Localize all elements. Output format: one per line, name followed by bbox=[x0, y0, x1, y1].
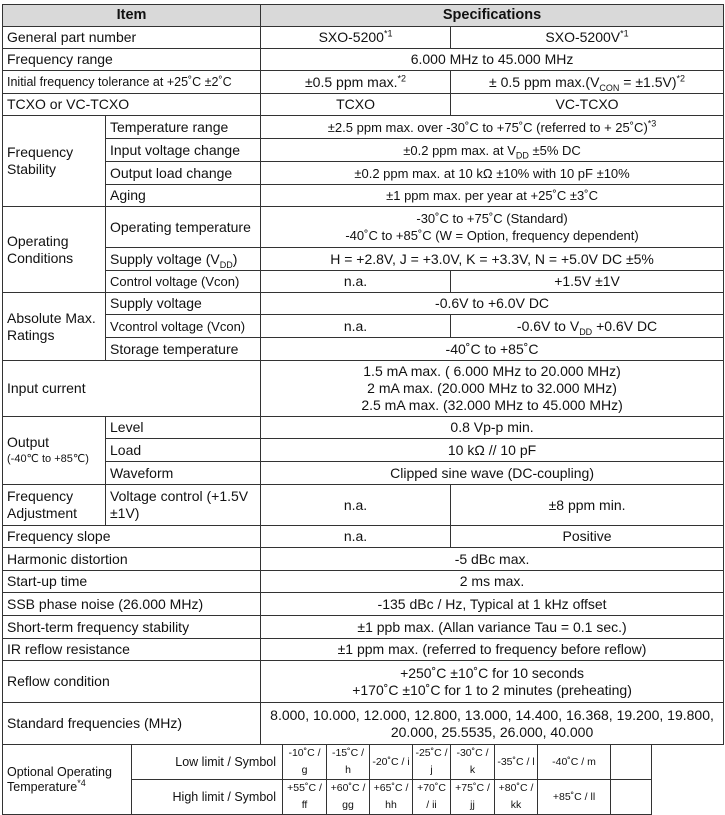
startup-time-value: 2 ms max. bbox=[261, 571, 724, 593]
initial-tolerance-vctcxo: ± 0.5 ppm $\max.(V_{CON} = \pm 1.5V)^{*2}$ bbox=[451, 71, 724, 94]
part-number-1: SXO-5200$^{*1}$ bbox=[261, 27, 451, 49]
input-current-value: 1.5 mA max. ( 6.000 MHz to 20.000 MHz) 2 mA max. (20.000 MHz to 32.000 MHz) 2.5 mA max. (32.000 MHz to 45.000 MHz) bbox=[261, 361, 724, 417]
harmonic-distortion-value: -5 dBc max. bbox=[261, 548, 724, 571]
ssb-phase-noise-value: -135 dBc / Hz, Typical at 1 kHz offset bbox=[261, 593, 724, 616]
voltage-control-label: Voltage control (+1.5V ±1V) bbox=[106, 485, 261, 526]
abs-supply-voltage-label: Supply voltage bbox=[106, 293, 261, 315]
input-current-label: Input current bbox=[3, 361, 261, 417]
input-voltage-change-value: ±0.2 ppm max. at $V_{DD} \pm 5\%$ DC bbox=[261, 139, 724, 162]
frequency-range-label: Frequency range bbox=[3, 49, 261, 71]
initial-tolerance-tcxo: ±0.5 ppm max.$^{*2}$ bbox=[261, 71, 451, 94]
spec-sheet bbox=[2, 4, 724, 815]
harmonic-distortion-label: Harmonic distortion bbox=[3, 548, 261, 571]
specifications-table bbox=[2, 4, 724, 815]
low-limit-cell: -40˚C / m bbox=[538, 745, 611, 780]
optional-temperature-group: Optional Operating Temperature$^{*4}$ bbox=[3, 745, 132, 815]
waveform-label: Waveform bbox=[106, 462, 261, 485]
output-load-change-value: ±0.2 ppm max. at 10 kΩ ±10% with 10 pF ±10% bbox=[261, 162, 724, 185]
tcxo-label: TCXO or VC-TCXO bbox=[3, 94, 261, 116]
high-limit-cell: +80˚C / kk bbox=[495, 780, 538, 815]
operating-conditions-group: Operating Conditions bbox=[3, 207, 106, 293]
operating-temperature-value: -30˚C to +75˚C (Standard) -40˚C to +85˚C (W = Option, frequency dependent) bbox=[261, 207, 724, 248]
vcontrol-voltage-label: Vcontrol voltage (Vcon) bbox=[106, 315, 261, 338]
aging-value: ±1 ppm max. per year at +25˚C ±3˚C bbox=[261, 185, 724, 207]
initial-tolerance-label: Initial frequency tolerance at +25˚C ±2˚C bbox=[3, 71, 261, 94]
high-limit-cell: +60˚C / gg bbox=[327, 780, 370, 815]
level-label: Level bbox=[106, 417, 261, 439]
frequency-range-value: 6.000 MHz to 45.000 MHz bbox=[261, 49, 724, 71]
ir-reflow-label: IR reflow resistance bbox=[3, 639, 261, 661]
voltage-control-vctcxo: ±8 ppm min. bbox=[451, 485, 724, 526]
vcontrol-voltage-tcxo: n.a. bbox=[261, 315, 451, 338]
short-term-stability-label: Short-term frequency stability bbox=[3, 616, 261, 639]
vctcxo-value: VC-TCXO bbox=[451, 94, 724, 116]
waveform-value: Clipped sine wave (DC-coupling) bbox=[261, 462, 724, 485]
low-limit-cell: -15˚C / h bbox=[327, 745, 370, 780]
part-number-2: SXO-$5200V^{*1}$ bbox=[451, 27, 724, 49]
high-limit-cell: +55˚C / ff bbox=[283, 780, 327, 815]
reflow-condition-label: Reflow condition bbox=[3, 661, 261, 703]
low-limit-cell: -25˚C / j bbox=[413, 745, 451, 780]
operating-temperature-label: Operating temperature bbox=[106, 207, 261, 248]
high-limit-cell: +75˚C / jj bbox=[451, 780, 495, 815]
high-limit-label: High limit / Symbol bbox=[132, 780, 283, 815]
output-group: Output (-40℃ to +85℃) bbox=[3, 417, 106, 485]
control-voltage-tcxo: n.a. bbox=[261, 271, 451, 293]
high-limit-cell: +65˚C / hh bbox=[370, 780, 413, 815]
frequency-slope-label: Frequency slope bbox=[3, 526, 261, 548]
low-limit-cell: -35˚C / l bbox=[495, 745, 538, 780]
high-limit-cell: +70˚C / ii bbox=[413, 780, 451, 815]
load-label: Load bbox=[106, 439, 261, 462]
standard-frequencies-label: Standard frequencies (MHz) bbox=[3, 703, 261, 745]
supply-voltage-value: H = +2.8V, J = +3.0V, K = +3.3V, N = +5.0V DC ±5% bbox=[261, 248, 724, 271]
aging-label: Aging bbox=[106, 185, 261, 207]
low-limit-cell: -20˚C / i bbox=[370, 745, 413, 780]
temperature-range-value: ±2.5 ppm max. over -30˚C to +75˚C (referred to + 25˚C)$^{*3}$ bbox=[261, 116, 724, 139]
low-limit-cell: -10˚C / g bbox=[283, 745, 327, 780]
short-term-stability-value: ±1 ppb max. (Allan variance Tau = 0.1 sec.) bbox=[261, 616, 724, 639]
low-limit-label: Low limit / Symbol bbox=[132, 745, 283, 780]
load-value: 10 kΩ // 10 pF bbox=[261, 439, 724, 462]
output-load-change-label: Output load change bbox=[106, 162, 261, 185]
absolute-max-ratings-group: Absolute Max. Ratings bbox=[3, 293, 106, 361]
item-header: Item bbox=[3, 5, 261, 27]
voltage-control-tcxo: n.a. bbox=[261, 485, 451, 526]
storage-temperature-label: Storage temperature bbox=[106, 338, 261, 361]
specifications-header: Specifications bbox=[261, 5, 724, 27]
temperature-range-label: Temperature range bbox=[106, 116, 261, 139]
storage-temperature-value: -40˚C to +85˚C bbox=[261, 338, 724, 361]
frequency-stability-group: Frequency Stability bbox=[3, 116, 106, 207]
standard-frequencies-value: 8.000, 10.000, 12.000, 12.800, 13.000, 14.400, 16.368, 19.200, 19.800, 20.000, 25.5535, 26.000, 40.000 bbox=[261, 703, 724, 745]
frequency-adjustment-group: Frequency Adjustment bbox=[3, 485, 106, 526]
high-limit-cell: +85˚C / ll bbox=[538, 780, 611, 815]
supply-voltage-label: Supply voltage $(V_{DD})$ bbox=[106, 248, 261, 271]
abs-supply-voltage-value: -0.6V to +6.0V DC bbox=[261, 293, 724, 315]
control-voltage-vctcxo: +1.5V ±1V bbox=[451, 271, 724, 293]
frequency-slope-vctcxo: Positive bbox=[451, 526, 724, 548]
frequency-slope-tcxo: n.a. bbox=[261, 526, 451, 548]
level-value: 0.8 Vp-p min. bbox=[261, 417, 724, 439]
low-limit-cell: -30˚C / k bbox=[451, 745, 495, 780]
reflow-condition-value: +250˚C ±10˚C for 10 seconds +170˚C ±10˚C for 1 to 2 minutes (preheating) bbox=[261, 661, 724, 703]
vcontrol-voltage-vctcxo: -0.6V to $V_{DD} +0.6V$ DC bbox=[451, 315, 724, 338]
ir-reflow-value: ±1 ppm max. (referred to frequency before reflow) bbox=[261, 639, 724, 661]
tcxo-value: TCXO bbox=[261, 94, 451, 116]
control-voltage-label: Control voltage (Vcon) bbox=[106, 271, 261, 293]
startup-time-label: Start-up time bbox=[3, 571, 261, 593]
general-part-number-label: General part number bbox=[3, 27, 261, 49]
input-voltage-change-label: Input voltage change bbox=[106, 139, 261, 162]
ssb-phase-noise-label: SSB phase noise (26.000 MHz) bbox=[3, 593, 261, 616]
